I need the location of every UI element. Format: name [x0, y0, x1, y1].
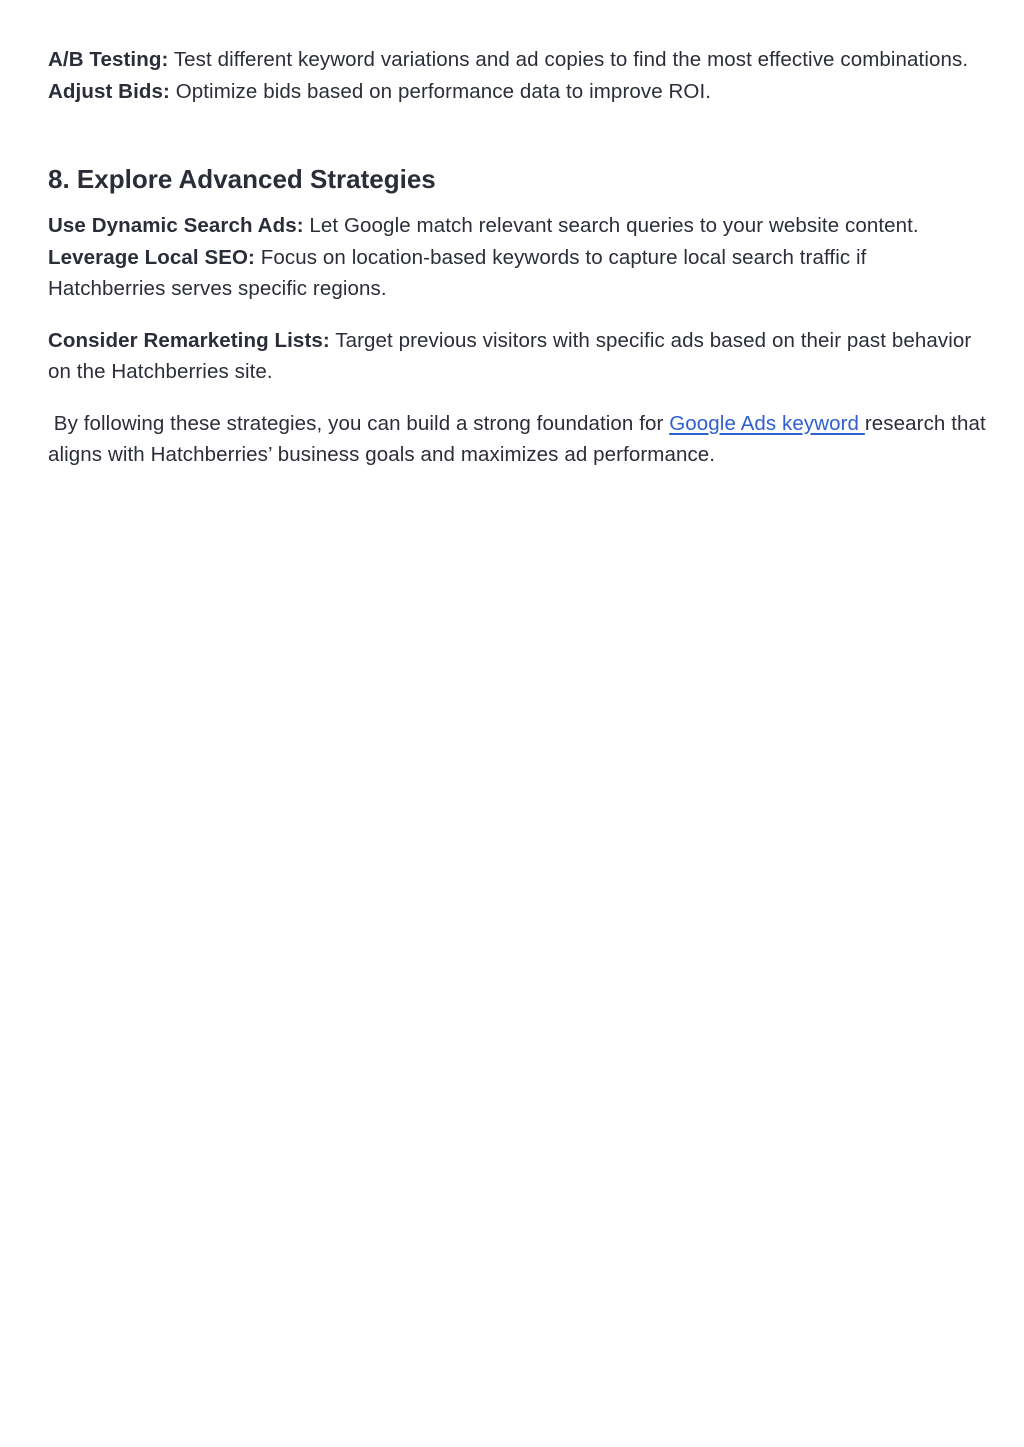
dynamic-search-ads-label: Use Dynamic Search Ads: — [48, 214, 304, 237]
dynamic-search-ads-text: Let Google match relevant search queries to your website content. — [303, 214, 919, 237]
local-seo-item — [48, 242, 988, 305]
local-seo-text: Focus on location-based keywords to capture local search traffic if Hatchberries serves specific regions. — [48, 245, 867, 300]
ab-testing-text: Test different keyword variations and ad copies to find the most effective combinations. — [168, 48, 969, 71]
conclusion-text-after: research that aligns with Hatchberries’ business goals and maximizes ad performance. — [48, 411, 986, 466]
dynamic-search-ads-item — [48, 210, 988, 242]
conclusion-paragraph — [48, 408, 988, 471]
remarketing-item — [48, 325, 988, 388]
remarketing-label: Consider Remarketing Lists: — [48, 328, 330, 352]
ab-testing-item — [48, 44, 988, 76]
ab-testing-label: A/B Testing: — [48, 48, 169, 71]
conclusion-text-before: By following these strategies, you can build a strong foundation for — [48, 411, 670, 435]
adjust-bids-label: Adjust Bids: — [48, 79, 170, 103]
section-heading: 8. Explore Advanced Strategies — [48, 164, 436, 194]
adjust-bids-text: Optimize bids based on performance data to improve ROI. — [169, 79, 712, 103]
adjust-bids-item — [48, 76, 988, 108]
document-page — [48, 44, 988, 471]
remarketing-text: Target previous visitors with specific ads based on their past behavior on the Hatchberries site. — [48, 328, 972, 383]
google-ads-keyword-link[interactable]: Google Ads keyword — [669, 411, 865, 435]
local-seo-label: Leverage Local SEO: — [48, 245, 255, 269]
